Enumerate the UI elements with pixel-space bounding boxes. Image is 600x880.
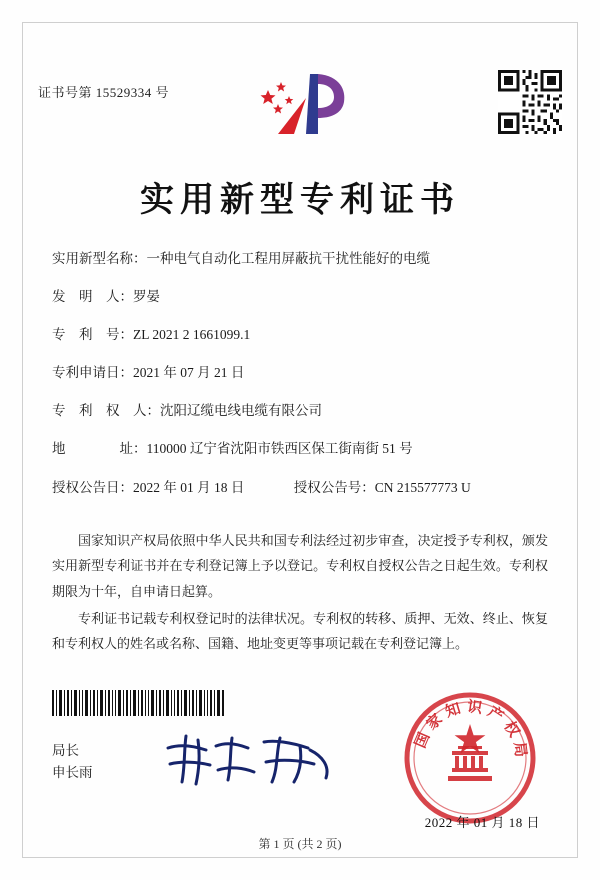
grant-date-value: 2022 年 01 月 18 日 bbox=[133, 479, 245, 495]
field-value: ZL 2021 2 1661099.1 bbox=[133, 327, 251, 343]
signature-labels bbox=[52, 740, 93, 785]
field-row-application-date bbox=[52, 362, 548, 384]
field-row-inventor bbox=[52, 286, 548, 308]
grant-date-label: 授权公告日： bbox=[52, 479, 133, 495]
field-value: 110000 辽宁省沈阳市铁西区保工街南街 51 号 bbox=[146, 441, 413, 457]
legal-paragraph: 专利证书记载专利权登记时的法律状况。专利权的转移、质押、无效、终止、恢复和专利权人的姓名或名称、国籍、地址变更等事项记载在专利登记簿上。 bbox=[52, 611, 548, 652]
field-row-grant bbox=[52, 477, 548, 499]
field-label: 专利申请日： bbox=[52, 365, 133, 381]
grant-number-label: 授权公告号： bbox=[293, 479, 375, 495]
seal-date: 2022 年 01 月 18 日 bbox=[424, 815, 540, 830]
barcode-icon bbox=[52, 690, 224, 716]
field-row-address bbox=[52, 438, 548, 460]
page-title: 实用新型专利证书 bbox=[140, 182, 460, 219]
legal-paragraph: 国家知识产权局依照中华人民共和国专利法经过初步审查，决定授予专利权，颁发实用新型专利证书并在专利登记簿上予以登记。专利权自授权公告之日起生效。专利权期限为十年，自申请日起算。 bbox=[52, 533, 548, 599]
field-label: 地 址： bbox=[52, 441, 147, 457]
field-label: 专 利 号： bbox=[52, 327, 133, 343]
field-value: 沈阳辽缆电线电缆有限公司 bbox=[160, 403, 322, 419]
field-row-patent-number bbox=[52, 324, 548, 346]
fields-block bbox=[52, 248, 548, 515]
cnipa-logo-icon bbox=[248, 68, 358, 140]
certificate-number: 证书号第 15529334 号 bbox=[38, 85, 170, 100]
field-value: 罗晏 bbox=[133, 289, 160, 305]
seal-text: 国家知识产权局 bbox=[412, 699, 529, 763]
field-value: 一种电气自动化工程用屏蔽抗干扰性能好的电缆 bbox=[146, 251, 430, 266]
field-label: 实用新型名称： bbox=[52, 251, 147, 266]
grant-number-value: CN 215577773 U bbox=[374, 479, 471, 495]
signature-handwriting-icon bbox=[160, 730, 340, 790]
page-footer: 第 1 页 (共 2 页) bbox=[258, 837, 342, 851]
qr-code-icon bbox=[498, 70, 562, 134]
field-row-name bbox=[52, 248, 548, 270]
field-row-patentee bbox=[52, 400, 548, 422]
official-red-seal-icon bbox=[402, 690, 538, 826]
field-label: 发 明 人： bbox=[52, 289, 133, 305]
field-value: 2021 年 07 月 21 日 bbox=[133, 365, 245, 381]
legal-text-block bbox=[52, 528, 548, 659]
field-label: 专 利 权 人： bbox=[52, 403, 160, 419]
director-title-label: 局长 bbox=[52, 743, 79, 758]
director-name-label: 申长雨 bbox=[52, 765, 93, 781]
